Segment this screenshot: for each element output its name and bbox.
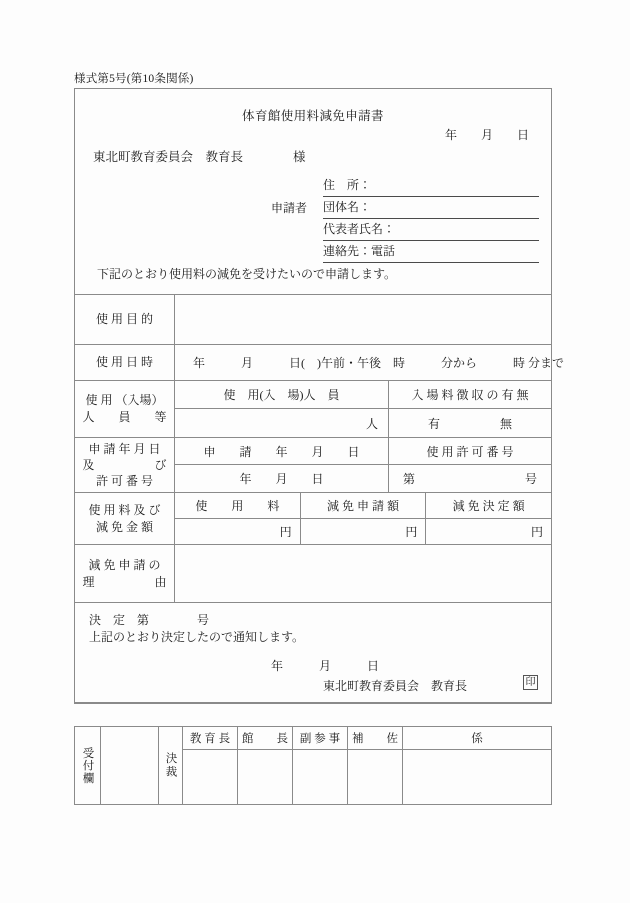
decision-notice-block <box>75 603 551 703</box>
signature-hall-director[interactable] <box>238 750 293 804</box>
signature-assistant[interactable] <box>348 750 403 804</box>
approval-table <box>74 726 552 805</box>
label-reduction-reason <box>75 545 175 602</box>
intro-statement: 下記のとおり使用料の減免を受けたいので申請します。 <box>97 267 397 281</box>
row-application-permit <box>75 438 551 493</box>
header-permit-number: 使 用 許 可 番 号 <box>426 444 514 459</box>
input-reduction-requested[interactable]: 円 <box>301 519 427 545</box>
label-approval-column: 決裁 <box>159 727 183 804</box>
page-title: 体育館使用料減免申請書 <box>242 109 384 123</box>
approval-signature-grid <box>183 727 551 804</box>
attendance-subgrid <box>175 381 551 437</box>
label-usage-datetime-text: 使 用 日 時 <box>95 355 153 369</box>
label-attendance <box>75 381 175 437</box>
row-fees <box>75 493 551 545</box>
input-application-date[interactable]: 年 月 日 <box>175 465 389 492</box>
label-usage-datetime <box>75 345 175 380</box>
form-number: 様式第5号(第10条関係) <box>74 73 194 85</box>
applicant-phone-field[interactable]: 連絡先：電話 <box>323 241 539 263</box>
header-deputy-councilor: 副 参 事 <box>293 727 348 749</box>
row-usage-purpose <box>75 295 551 345</box>
input-usage-purpose[interactable] <box>175 295 551 344</box>
label-reduction-reason-line1: 減 免 申 請 の <box>88 557 161 572</box>
attendance-value-row <box>175 409 551 437</box>
decision-date-field[interactable]: 年 月 日 <box>271 659 380 673</box>
application-form-frame <box>74 88 564 704</box>
label-application-permit-line2: 及 び <box>82 458 167 472</box>
header-superintendent: 教 育 長 <box>183 727 238 749</box>
permit-number-prefix: 第 <box>403 472 416 486</box>
seal-stamp-icon: 印 <box>523 675 538 690</box>
signature-deputy-councilor[interactable] <box>293 750 348 804</box>
label-fees-line2: 減 免 金 額 <box>95 519 153 534</box>
header-admission-fee-collection: 入 場 料 徴 収 の 有 無 <box>411 388 529 402</box>
input-permit-number[interactable] <box>389 465 551 492</box>
applicant-address-field[interactable]: 住 所： <box>323 175 539 197</box>
form-header-block <box>75 89 551 295</box>
applicant-organization-field[interactable]: 団体名： <box>323 197 539 219</box>
label-reduction-reason-line2: 理 由 <box>82 574 167 589</box>
signature-superintendent[interactable] <box>183 750 238 804</box>
approval-header-row <box>183 727 551 750</box>
addressee-line: 東北町教育委員会 教育長 様 <box>93 150 306 164</box>
header-usage-fee: 使 用 料 <box>175 493 301 518</box>
permit-value-row <box>175 465 551 492</box>
label-attendance-line2: 人 員 等 <box>82 410 167 424</box>
label-fees-line1: 使 用 料 及 び <box>88 502 161 517</box>
permit-number-suffix: 号 <box>524 472 537 486</box>
decision-number-field[interactable]: 決 定 第 号 <box>89 613 210 627</box>
applicant-label: 申請者 <box>271 201 308 215</box>
input-people-count[interactable]: 人 <box>175 409 389 437</box>
label-application-permit <box>75 438 175 492</box>
approval-signature-row <box>183 750 551 804</box>
row-attendance <box>75 381 551 438</box>
label-application-permit-line1: 申 請 年 月 日 <box>88 442 161 456</box>
input-reduction-decided[interactable]: 円 <box>531 524 544 539</box>
label-usage-purpose <box>75 295 175 344</box>
reception-stamp-area[interactable] <box>101 727 159 804</box>
label-usage-purpose-text: 使 用 目 的 <box>95 312 153 326</box>
header-assistant: 補 佐 <box>348 727 403 749</box>
applicant-fields <box>323 175 539 263</box>
decision-signer: 東北町教育委員会 教育長 <box>323 679 468 693</box>
header-people-count: 使 用(入 場)人 員 <box>175 381 389 408</box>
label-reception-column: 受付欄 <box>75 727 101 804</box>
fees-value-row <box>175 519 551 545</box>
label-attendance-line1: 使 用 （入場） <box>85 393 164 407</box>
input-reduction-reason[interactable] <box>175 545 551 602</box>
decision-statement: 上記のとおり決定したので通知します。 <box>89 630 305 644</box>
input-usage-fee[interactable]: 円 <box>175 519 301 545</box>
option-admission-fee-yes-no[interactable]: 有 無 <box>427 416 512 431</box>
attendance-header-row <box>175 381 551 409</box>
header-reduction-requested: 減 免 申 請 額 <box>301 493 427 518</box>
permit-header-row <box>175 438 551 465</box>
row-reduction-reason <box>75 545 551 603</box>
header-reduction-decided: 減 免 決 定 額 <box>452 498 525 513</box>
fees-header-row <box>175 493 551 519</box>
input-usage-datetime[interactable]: 年 月 日( )午前・午後 時 分から 時 分まで <box>193 356 564 370</box>
permit-subgrid <box>175 438 551 492</box>
header-application-date: 申 請 年 月 日 <box>175 438 389 464</box>
row-usage-datetime <box>75 345 564 381</box>
submission-date-field[interactable]: 年 月 日 <box>444 128 529 142</box>
label-fees <box>75 493 175 544</box>
header-section: 係 <box>471 733 483 745</box>
applicant-representative-field[interactable]: 代表者氏名： <box>323 219 539 241</box>
fees-subgrid <box>175 493 551 544</box>
label-application-permit-line3: 許 可 番 号 <box>95 474 153 488</box>
header-hall-director: 館 長 <box>238 727 293 749</box>
signature-section[interactable] <box>403 750 551 804</box>
